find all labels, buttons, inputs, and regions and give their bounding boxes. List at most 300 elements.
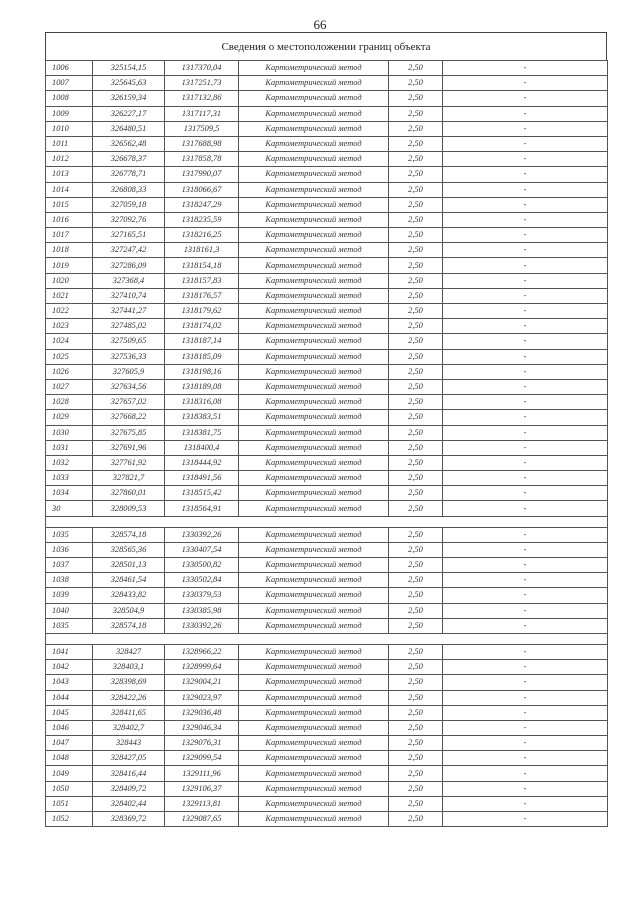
point-number-cell: 1038 [46, 573, 93, 588]
y-coordinate-cell: 1318216,25 [165, 228, 239, 243]
point-number-cell: 1021 [46, 288, 93, 303]
point-number-cell: 1016 [46, 212, 93, 227]
y-coordinate-cell: 1318491,56 [165, 471, 239, 486]
note-cell: - [443, 197, 608, 212]
note-cell: - [443, 304, 608, 319]
note-cell: - [443, 258, 608, 273]
table-row [46, 618, 608, 633]
x-coordinate-cell: 328369,72 [93, 812, 165, 827]
y-coordinate-cell: 1317132,86 [165, 91, 239, 106]
x-coordinate-cell: 327605,9 [93, 364, 165, 379]
point-number-cell: 1028 [46, 395, 93, 410]
y-coordinate-cell: 1318185,09 [165, 349, 239, 364]
accuracy-cell: 2,50 [389, 675, 443, 690]
method-cell: Картометрический метод [239, 273, 389, 288]
note-cell: - [443, 410, 608, 425]
y-coordinate-cell: 1318444,92 [165, 455, 239, 470]
accuracy-cell: 2,50 [389, 588, 443, 603]
point-number-cell: 1010 [46, 121, 93, 136]
table-row [46, 796, 608, 811]
accuracy-cell: 2,50 [389, 558, 443, 573]
y-coordinate-cell: 1318176,57 [165, 288, 239, 303]
accuracy-cell: 2,50 [389, 61, 443, 76]
accuracy-cell: 2,50 [389, 471, 443, 486]
x-coordinate-cell: 327668,22 [93, 410, 165, 425]
note-cell: - [443, 425, 608, 440]
table-row [46, 690, 608, 705]
table-row [46, 542, 608, 557]
point-number-cell: 1020 [46, 273, 93, 288]
method-cell: Картометрический метод [239, 603, 389, 618]
note-cell: - [443, 273, 608, 288]
accuracy-cell: 2,50 [389, 273, 443, 288]
method-cell: Картометрический метод [239, 258, 389, 273]
note-cell: - [443, 319, 608, 334]
method-cell: Картометрический метод [239, 660, 389, 675]
x-coordinate-cell: 326808,33 [93, 182, 165, 197]
method-cell: Картометрический метод [239, 304, 389, 319]
y-coordinate-cell: 1329023,97 [165, 690, 239, 705]
y-coordinate-cell: 1329046,34 [165, 720, 239, 735]
accuracy-cell: 2,50 [389, 152, 443, 167]
note-cell: - [443, 91, 608, 106]
point-number-cell: 1024 [46, 334, 93, 349]
note-cell: - [443, 781, 608, 796]
point-number-cell: 1009 [46, 106, 93, 121]
x-coordinate-cell: 328422,26 [93, 690, 165, 705]
table-row [46, 61, 608, 76]
y-coordinate-cell: 1318235,59 [165, 212, 239, 227]
x-coordinate-cell: 325645,63 [93, 76, 165, 91]
method-cell: Картометрический метод [239, 542, 389, 557]
accuracy-cell: 2,50 [389, 91, 443, 106]
table-row [46, 660, 608, 675]
point-number-cell: 1007 [46, 76, 93, 91]
x-coordinate-cell: 327536,33 [93, 349, 165, 364]
note-cell: - [443, 675, 608, 690]
table-row [46, 395, 608, 410]
y-coordinate-cell: 1329004,21 [165, 675, 239, 690]
table-row [46, 304, 608, 319]
note-cell: - [443, 501, 608, 516]
x-coordinate-cell: 328574,18 [93, 527, 165, 542]
point-number-cell: 1030 [46, 425, 93, 440]
accuracy-cell: 2,50 [389, 288, 443, 303]
point-number-cell: 1044 [46, 690, 93, 705]
point-number-cell: 1051 [46, 796, 93, 811]
table-row [46, 558, 608, 573]
note-cell: - [443, 588, 608, 603]
note-cell: - [443, 152, 608, 167]
accuracy-cell: 2,50 [389, 106, 443, 121]
accuracy-cell: 2,50 [389, 736, 443, 751]
coordinates-table-body [46, 61, 608, 827]
x-coordinate-cell: 327441,27 [93, 304, 165, 319]
y-coordinate-cell: 1317688,98 [165, 136, 239, 151]
accuracy-cell: 2,50 [389, 410, 443, 425]
section-separator-cell [46, 516, 608, 527]
point-number-cell: 1036 [46, 542, 93, 557]
table-row [46, 501, 608, 516]
page-number: 66 [313, 17, 327, 32]
note-cell: - [443, 644, 608, 659]
table-row [46, 167, 608, 182]
x-coordinate-cell: 326480,51 [93, 121, 165, 136]
y-coordinate-cell: 1317251,73 [165, 76, 239, 91]
point-number-cell: 1006 [46, 61, 93, 76]
note-cell: - [443, 558, 608, 573]
x-coordinate-cell: 328009,53 [93, 501, 165, 516]
table-row [46, 440, 608, 455]
note-cell: - [443, 573, 608, 588]
note-cell: - [443, 527, 608, 542]
method-cell: Картометрический метод [239, 364, 389, 379]
method-cell: Картометрический метод [239, 675, 389, 690]
method-cell: Картометрический метод [239, 395, 389, 410]
method-cell: Картометрический метод [239, 736, 389, 751]
note-cell: - [443, 364, 608, 379]
note-cell: - [443, 379, 608, 394]
accuracy-cell: 2,50 [389, 364, 443, 379]
point-number-cell: 1011 [46, 136, 93, 151]
x-coordinate-cell: 326562,48 [93, 136, 165, 151]
x-coordinate-cell: 328433,82 [93, 588, 165, 603]
point-number-cell: 1032 [46, 455, 93, 470]
y-coordinate-cell: 1330500,82 [165, 558, 239, 573]
accuracy-cell: 2,50 [389, 243, 443, 258]
accuracy-cell: 2,50 [389, 751, 443, 766]
y-coordinate-cell: 1317990,07 [165, 167, 239, 182]
table-row [46, 455, 608, 470]
note-cell: - [443, 395, 608, 410]
note-cell: - [443, 288, 608, 303]
table-row [46, 675, 608, 690]
point-number-cell: 1033 [46, 471, 93, 486]
section-separator-cell [46, 633, 608, 644]
accuracy-cell: 2,50 [389, 796, 443, 811]
point-number-cell: 1045 [46, 705, 93, 720]
y-coordinate-cell: 1317858,78 [165, 152, 239, 167]
accuracy-cell: 2,50 [389, 573, 443, 588]
y-coordinate-cell: 1317117,31 [165, 106, 239, 121]
table-row [46, 152, 608, 167]
accuracy-cell: 2,50 [389, 167, 443, 182]
note-cell: - [443, 751, 608, 766]
x-coordinate-cell: 328443 [93, 736, 165, 751]
y-coordinate-cell: 1330502,84 [165, 573, 239, 588]
method-cell: Картометрический метод [239, 781, 389, 796]
method-cell: Картометрический метод [239, 440, 389, 455]
accuracy-cell: 2,50 [389, 440, 443, 455]
point-number-cell: 1035 [46, 618, 93, 633]
point-number-cell: 1027 [46, 379, 93, 394]
method-cell: Картометрический метод [239, 410, 389, 425]
y-coordinate-cell: 1318247,29 [165, 197, 239, 212]
method-cell: Картометрический метод [239, 167, 389, 182]
y-coordinate-cell: 1329076,31 [165, 736, 239, 751]
note-cell: - [443, 61, 608, 76]
x-coordinate-cell: 327860,01 [93, 486, 165, 501]
accuracy-cell: 2,50 [389, 527, 443, 542]
point-number-cell: 1012 [46, 152, 93, 167]
note-cell: - [443, 106, 608, 121]
point-number-cell: 1022 [46, 304, 93, 319]
table-row [46, 751, 608, 766]
table-row [46, 334, 608, 349]
table-row [46, 410, 608, 425]
point-number-cell: 1035 [46, 527, 93, 542]
method-cell: Картометрический метод [239, 243, 389, 258]
table-row [46, 471, 608, 486]
x-coordinate-cell: 327634,56 [93, 379, 165, 394]
method-cell: Картометрический метод [239, 471, 389, 486]
point-number-cell: 30 [46, 501, 93, 516]
note-cell: - [443, 720, 608, 735]
x-coordinate-cell: 328402,7 [93, 720, 165, 735]
point-number-cell: 1023 [46, 319, 93, 334]
x-coordinate-cell: 328398,69 [93, 675, 165, 690]
point-number-cell: 1017 [46, 228, 93, 243]
accuracy-cell: 2,50 [389, 603, 443, 618]
note-cell: - [443, 471, 608, 486]
table-row [46, 425, 608, 440]
x-coordinate-cell: 326227,17 [93, 106, 165, 121]
x-coordinate-cell: 327761,92 [93, 455, 165, 470]
x-coordinate-cell: 328501,13 [93, 558, 165, 573]
note-cell: - [443, 212, 608, 227]
method-cell: Картометрический метод [239, 618, 389, 633]
accuracy-cell: 2,50 [389, 660, 443, 675]
table-row [46, 603, 608, 618]
table-row [46, 273, 608, 288]
method-cell: Картометрический метод [239, 766, 389, 781]
note-cell: - [443, 136, 608, 151]
accuracy-cell: 2,50 [389, 644, 443, 659]
note-cell: - [443, 76, 608, 91]
method-cell: Картометрический метод [239, 228, 389, 243]
accuracy-cell: 2,50 [389, 395, 443, 410]
y-coordinate-cell: 1329113,81 [165, 796, 239, 811]
x-coordinate-cell: 327657,02 [93, 395, 165, 410]
method-cell: Картометрический метод [239, 288, 389, 303]
accuracy-cell: 2,50 [389, 425, 443, 440]
accuracy-cell: 2,50 [389, 766, 443, 781]
method-cell: Картометрический метод [239, 501, 389, 516]
x-coordinate-cell: 327691,96 [93, 440, 165, 455]
note-cell: - [443, 243, 608, 258]
y-coordinate-cell: 1330392,26 [165, 618, 239, 633]
method-cell: Картометрический метод [239, 182, 389, 197]
method-cell: Картометрический метод [239, 486, 389, 501]
accuracy-cell: 2,50 [389, 212, 443, 227]
note-cell: - [443, 603, 608, 618]
point-number-cell: 1013 [46, 167, 93, 182]
table-row [46, 106, 608, 121]
accuracy-cell: 2,50 [389, 690, 443, 705]
x-coordinate-cell: 328504,9 [93, 603, 165, 618]
y-coordinate-cell: 1318316,08 [165, 395, 239, 410]
point-number-cell: 1040 [46, 603, 93, 618]
y-coordinate-cell: 1317370,04 [165, 61, 239, 76]
method-cell: Картометрический метод [239, 349, 389, 364]
method-cell: Картометрический метод [239, 379, 389, 394]
y-coordinate-cell: 1328999,64 [165, 660, 239, 675]
accuracy-cell: 2,50 [389, 197, 443, 212]
accuracy-cell: 2,50 [389, 781, 443, 796]
method-cell: Картометрический метод [239, 425, 389, 440]
y-coordinate-cell: 1329099,54 [165, 751, 239, 766]
note-cell: - [443, 121, 608, 136]
point-number-cell: 1015 [46, 197, 93, 212]
table-row [46, 212, 608, 227]
method-cell: Картометрический метод [239, 76, 389, 91]
x-coordinate-cell: 328409,72 [93, 781, 165, 796]
point-number-cell: 1034 [46, 486, 93, 501]
method-cell: Картометрический метод [239, 796, 389, 811]
accuracy-cell: 2,50 [389, 542, 443, 557]
method-cell: Картометрический метод [239, 106, 389, 121]
point-number-cell: 1052 [46, 812, 93, 827]
section-separator-row [46, 633, 608, 644]
accuracy-cell: 2,50 [389, 618, 443, 633]
table-row [46, 736, 608, 751]
accuracy-cell: 2,50 [389, 258, 443, 273]
y-coordinate-cell: 1330379,53 [165, 588, 239, 603]
y-coordinate-cell: 1318066,67 [165, 182, 239, 197]
x-coordinate-cell: 328565,36 [93, 542, 165, 557]
y-coordinate-cell: 1318189,08 [165, 379, 239, 394]
method-cell: Картометрический метод [239, 573, 389, 588]
table-row [46, 288, 608, 303]
point-number-cell: 1019 [46, 258, 93, 273]
method-cell: Картометрический метод [239, 121, 389, 136]
point-number-cell: 1046 [46, 720, 93, 735]
note-cell: - [443, 440, 608, 455]
method-cell: Картометрический метод [239, 319, 389, 334]
method-cell: Картометрический метод [239, 812, 389, 827]
x-coordinate-cell: 328403,1 [93, 660, 165, 675]
x-coordinate-cell: 325154,15 [93, 61, 165, 76]
y-coordinate-cell: 1318157,83 [165, 273, 239, 288]
x-coordinate-cell: 327485,02 [93, 319, 165, 334]
y-coordinate-cell: 1329111,96 [165, 766, 239, 781]
accuracy-cell: 2,50 [389, 455, 443, 470]
accuracy-cell: 2,50 [389, 349, 443, 364]
table-row [46, 588, 608, 603]
point-number-cell: 1050 [46, 781, 93, 796]
accuracy-cell: 2,50 [389, 379, 443, 394]
accuracy-cell: 2,50 [389, 121, 443, 136]
accuracy-cell: 2,50 [389, 136, 443, 151]
x-coordinate-cell: 327092,76 [93, 212, 165, 227]
y-coordinate-cell: 1329087,65 [165, 812, 239, 827]
table-row [46, 76, 608, 91]
x-coordinate-cell: 327247,42 [93, 243, 165, 258]
method-cell: Картометрический метод [239, 558, 389, 573]
table-row [46, 527, 608, 542]
point-number-cell: 1049 [46, 766, 93, 781]
note-cell: - [443, 736, 608, 751]
y-coordinate-cell: 1330407,54 [165, 542, 239, 557]
accuracy-cell: 2,50 [389, 228, 443, 243]
point-number-cell: 1042 [46, 660, 93, 675]
table-row [46, 720, 608, 735]
accuracy-cell: 2,50 [389, 304, 443, 319]
accuracy-cell: 2,50 [389, 720, 443, 735]
point-number-cell: 1039 [46, 588, 93, 603]
accuracy-cell: 2,50 [389, 334, 443, 349]
y-coordinate-cell: 1330385,98 [165, 603, 239, 618]
note-cell: - [443, 349, 608, 364]
accuracy-cell: 2,50 [389, 812, 443, 827]
method-cell: Картометрический метод [239, 91, 389, 106]
x-coordinate-cell: 327821,7 [93, 471, 165, 486]
method-cell: Картометрический метод [239, 136, 389, 151]
table-row [46, 258, 608, 273]
accuracy-cell: 2,50 [389, 76, 443, 91]
y-coordinate-cell: 1318187,14 [165, 334, 239, 349]
x-coordinate-cell: 328461,54 [93, 573, 165, 588]
point-number-cell: 1043 [46, 675, 93, 690]
table-row [46, 644, 608, 659]
y-coordinate-cell: 1318381,75 [165, 425, 239, 440]
y-coordinate-cell: 1330392,26 [165, 527, 239, 542]
table-row [46, 182, 608, 197]
y-coordinate-cell: 1318161,3 [165, 243, 239, 258]
note-cell: - [443, 455, 608, 470]
accuracy-cell: 2,50 [389, 705, 443, 720]
note-cell: - [443, 705, 608, 720]
note-cell: - [443, 167, 608, 182]
x-coordinate-cell: 326678,37 [93, 152, 165, 167]
note-cell: - [443, 766, 608, 781]
point-number-cell: 1018 [46, 243, 93, 258]
point-number-cell: 1014 [46, 182, 93, 197]
accuracy-cell: 2,50 [389, 182, 443, 197]
y-coordinate-cell: 1318515,42 [165, 486, 239, 501]
method-cell: Картометрический метод [239, 644, 389, 659]
y-coordinate-cell: 1329036,48 [165, 705, 239, 720]
table-row [46, 228, 608, 243]
method-cell: Картометрический метод [239, 197, 389, 212]
accuracy-cell: 2,50 [389, 319, 443, 334]
method-cell: Картометрический метод [239, 527, 389, 542]
point-number-cell: 1026 [46, 364, 93, 379]
table-row [46, 781, 608, 796]
point-number-cell: 1037 [46, 558, 93, 573]
x-coordinate-cell: 326778,71 [93, 167, 165, 182]
y-coordinate-cell: 1328966,22 [165, 644, 239, 659]
table-row [46, 197, 608, 212]
x-coordinate-cell: 327675,85 [93, 425, 165, 440]
table-row [46, 243, 608, 258]
method-cell: Картометрический метод [239, 690, 389, 705]
point-number-cell: 1029 [46, 410, 93, 425]
method-cell: Картометрический метод [239, 705, 389, 720]
method-cell: Картометрический метод [239, 588, 389, 603]
table-row [46, 136, 608, 151]
note-cell: - [443, 618, 608, 633]
x-coordinate-cell: 327286,09 [93, 258, 165, 273]
y-coordinate-cell: 1318400,4 [165, 440, 239, 455]
y-coordinate-cell: 1317509,5 [165, 121, 239, 136]
y-coordinate-cell: 1329106,37 [165, 781, 239, 796]
table-row [46, 573, 608, 588]
point-number-cell: 1008 [46, 91, 93, 106]
x-coordinate-cell: 328402,44 [93, 796, 165, 811]
table-row [46, 766, 608, 781]
y-coordinate-cell: 1318174,02 [165, 319, 239, 334]
